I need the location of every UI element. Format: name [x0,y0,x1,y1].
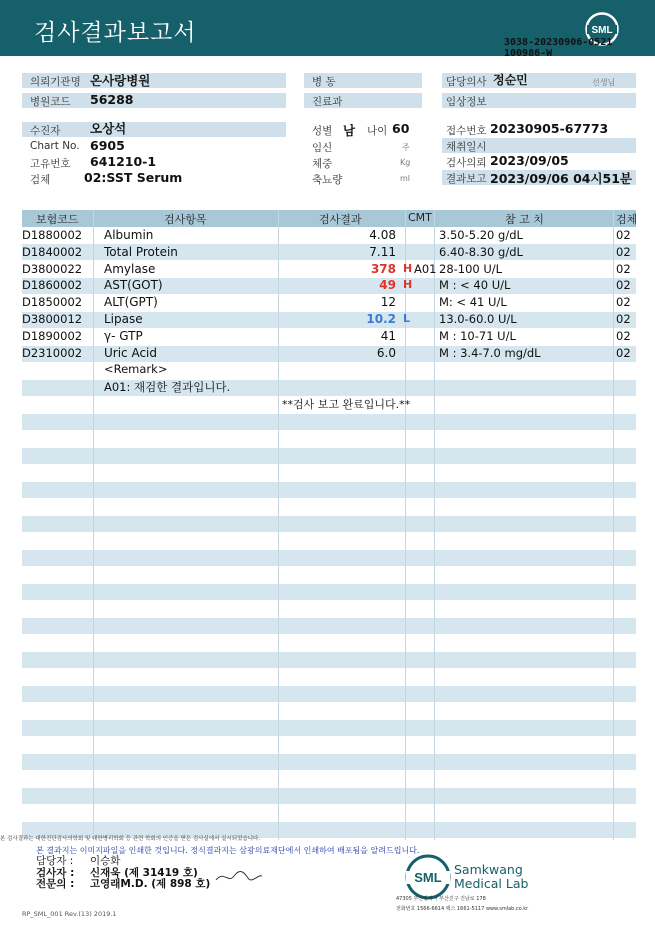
lab-name-2: Medical Lab [454,876,529,891]
document-number: 3038-20230906-0521 100986-W [504,37,613,59]
row-result: 378 [370,261,396,276]
row-test-item: Lipase [104,312,143,326]
col-reference: 참 고 치 [505,213,544,226]
lab-phone: 전화번호 1566-6614 팩스 1661-5117 www.smlab.co.kr [396,906,529,912]
table-stripe [22,788,636,804]
signature-icon [214,866,264,886]
table-stripe [22,448,636,464]
row-result: 12 [380,295,396,310]
clinical-info-label: 임상정보 [446,96,487,108]
table-stripe [22,720,636,736]
row-test-item: ALT(GPT) [104,295,158,310]
specialist-name: 고영래M.D. (제 898 호) [90,878,211,890]
hospital-value: 온사랑병원 [90,73,151,88]
specialist-label: 전문의 : [36,878,75,890]
row-test-item: Uric Acid [104,345,158,360]
pregnancy-label: 임신 [312,142,333,154]
collect-label: 채취일시 [446,141,487,153]
col-test-item: 검사항목 [164,213,207,226]
sml-logo-bottom-icon [405,854,451,900]
row-test-item: AST(GOT) [104,278,163,293]
hospital-code-value: 56288 [90,92,134,107]
row-result: 41 [380,328,396,343]
row-insurance-code: D1890002 [22,328,83,343]
urine-unit: ml [400,174,411,183]
row-reference: 28-100 U/L [439,261,503,276]
doctor-suffix: 선생님 [592,78,616,87]
hospital-label: 의뢰기관명 [30,76,81,88]
row-specimen: 02 [616,328,631,343]
accreditation-text: 본 검사결과는 대한진단검사의학회 및 대한병리학회 등 관련 학회의 인증을 받은 검사실에서 실시되었습니다. [0,836,261,842]
table-stripe [22,652,636,668]
row-specimen: 02 [616,345,631,360]
urine-label: 축뇨량 [312,174,343,186]
age-label: 나이 [367,125,388,137]
row-test-item: Albumin [104,228,154,242]
chart-no-label: Chart No. [30,140,80,152]
report-title: 검사결과보고서 [34,20,197,46]
svg-text:SML: SML [414,870,442,885]
row-flag: H [403,278,413,292]
row-reference: M : 10-71 U/L [439,328,516,343]
row-result: 7.11 [369,244,396,259]
tester-label: 검사자 : [36,867,75,879]
ward-label: 병 동 [312,76,336,88]
row-insurance-code: D3800012 [22,312,83,326]
accession-label: 접수번호 [446,125,487,137]
col-result: 검사결과 [319,213,362,226]
report-time-value: 2023/09/06 04시51분 [490,171,633,186]
table-stripe [22,414,636,430]
row-reference: 13.0-60.0 U/L [439,312,517,326]
row-specimen: 02 [616,312,631,326]
table-stripe [22,754,636,770]
table-stripe [22,550,636,566]
doctor-value: 정순민 [493,73,528,87]
id-label: 고유번호 [30,158,71,170]
request-label: 검사의뢰 [446,157,487,169]
row-result: 6.0 [376,345,396,360]
report-time-label: 결과보고 [446,173,487,185]
row-reference: M: < 41 U/L [439,295,507,310]
specimen-label: 검체 [30,174,51,186]
row-reference: 6.40-8.30 g/dL [439,244,523,259]
row-test-item: Amylase [104,261,156,276]
lab-address: 47305 부산광역시 부산진구 진남로 178 [396,896,486,902]
weight-unit: Kg [400,158,411,167]
row-result: 10.2 [366,312,396,326]
specimen-value: 02:SST Serum [84,170,183,185]
col-insurance-code: 보험코드 [36,213,79,226]
row-result: 4.08 [369,228,396,242]
table-stripe [22,482,636,498]
col-cmt: CMT [408,211,432,224]
row-specimen: 02 [616,278,631,293]
table-stripe [22,516,636,532]
chart-no-value: 6905 [90,138,125,153]
row-insurance-code: D2310002 [22,345,83,360]
row-reference: M : 3.4-7.0 mg/dL [439,345,541,360]
sex-label: 성별 [312,125,333,137]
row-test-item: γ- GTP [104,328,143,343]
row-specimen: 02 [616,261,631,276]
accession-value: 20230905-67773 [490,121,609,136]
form-revision: RP_SML_001 Rev.(13) 2019.1 [22,910,117,918]
patient-label: 수진자 [30,125,61,137]
row-insurance-code: D1850002 [22,295,83,310]
row-specimen: 02 [616,244,631,259]
row-insurance-code: D3800022 [22,261,83,276]
row-cmt: A01 [414,261,437,276]
pregnancy-unit: 주 [402,143,410,152]
row-specimen: 02 [616,295,631,310]
id-value: 641210-1 [90,154,157,169]
manager-label: 담당자 : [36,855,74,867]
manager-name: 이승화 [90,855,121,867]
hospital-code-label: 병원코드 [30,96,71,108]
dept-label: 진료과 [312,96,343,108]
table-stripe [22,686,636,702]
request-value: 2023/09/05 [490,153,569,168]
row-test-item: Total Protein [104,244,178,259]
print-notice: 본 결과지는 이미지파일을 인쇄한 것입니다. 정식결과지는 삼광의료재단에서 인쇄하여 배포됨을 알려드립니다. [36,846,420,855]
patient-value: 오상석 [90,121,127,136]
tester-name: 신재욱 (제 31419 호) [90,867,198,879]
row-insurance-code: D1840002 [22,244,83,259]
row-specimen: 02 [616,228,631,242]
doctor-label: 담당의사 [446,76,487,88]
report-complete-text: **검사 보고 완료입니다.** [282,398,411,411]
col-specimen: 검체 [616,213,638,226]
table-stripe [22,584,636,600]
row-flag: H [403,261,413,275]
row-insurance-code: D1880002 [22,228,83,242]
remark-title: <Remark> [104,362,168,376]
sex-value: 남 [343,123,356,138]
age-value: 60 [392,121,410,136]
remark-text: A01: 재검한 결과입니다. [104,380,231,394]
weight-label: 체중 [312,158,333,170]
lab-name-1: Samkwang [454,862,523,877]
row-reference: M : < 40 U/L [439,278,511,293]
svg-text:SML: SML [591,25,613,36]
row-result: 49 [379,278,396,293]
row-reference: 3.50-5.20 g/dL [439,228,523,242]
table-stripe [22,618,636,634]
row-insurance-code: D1860002 [22,278,83,293]
row-flag: L [403,312,411,325]
